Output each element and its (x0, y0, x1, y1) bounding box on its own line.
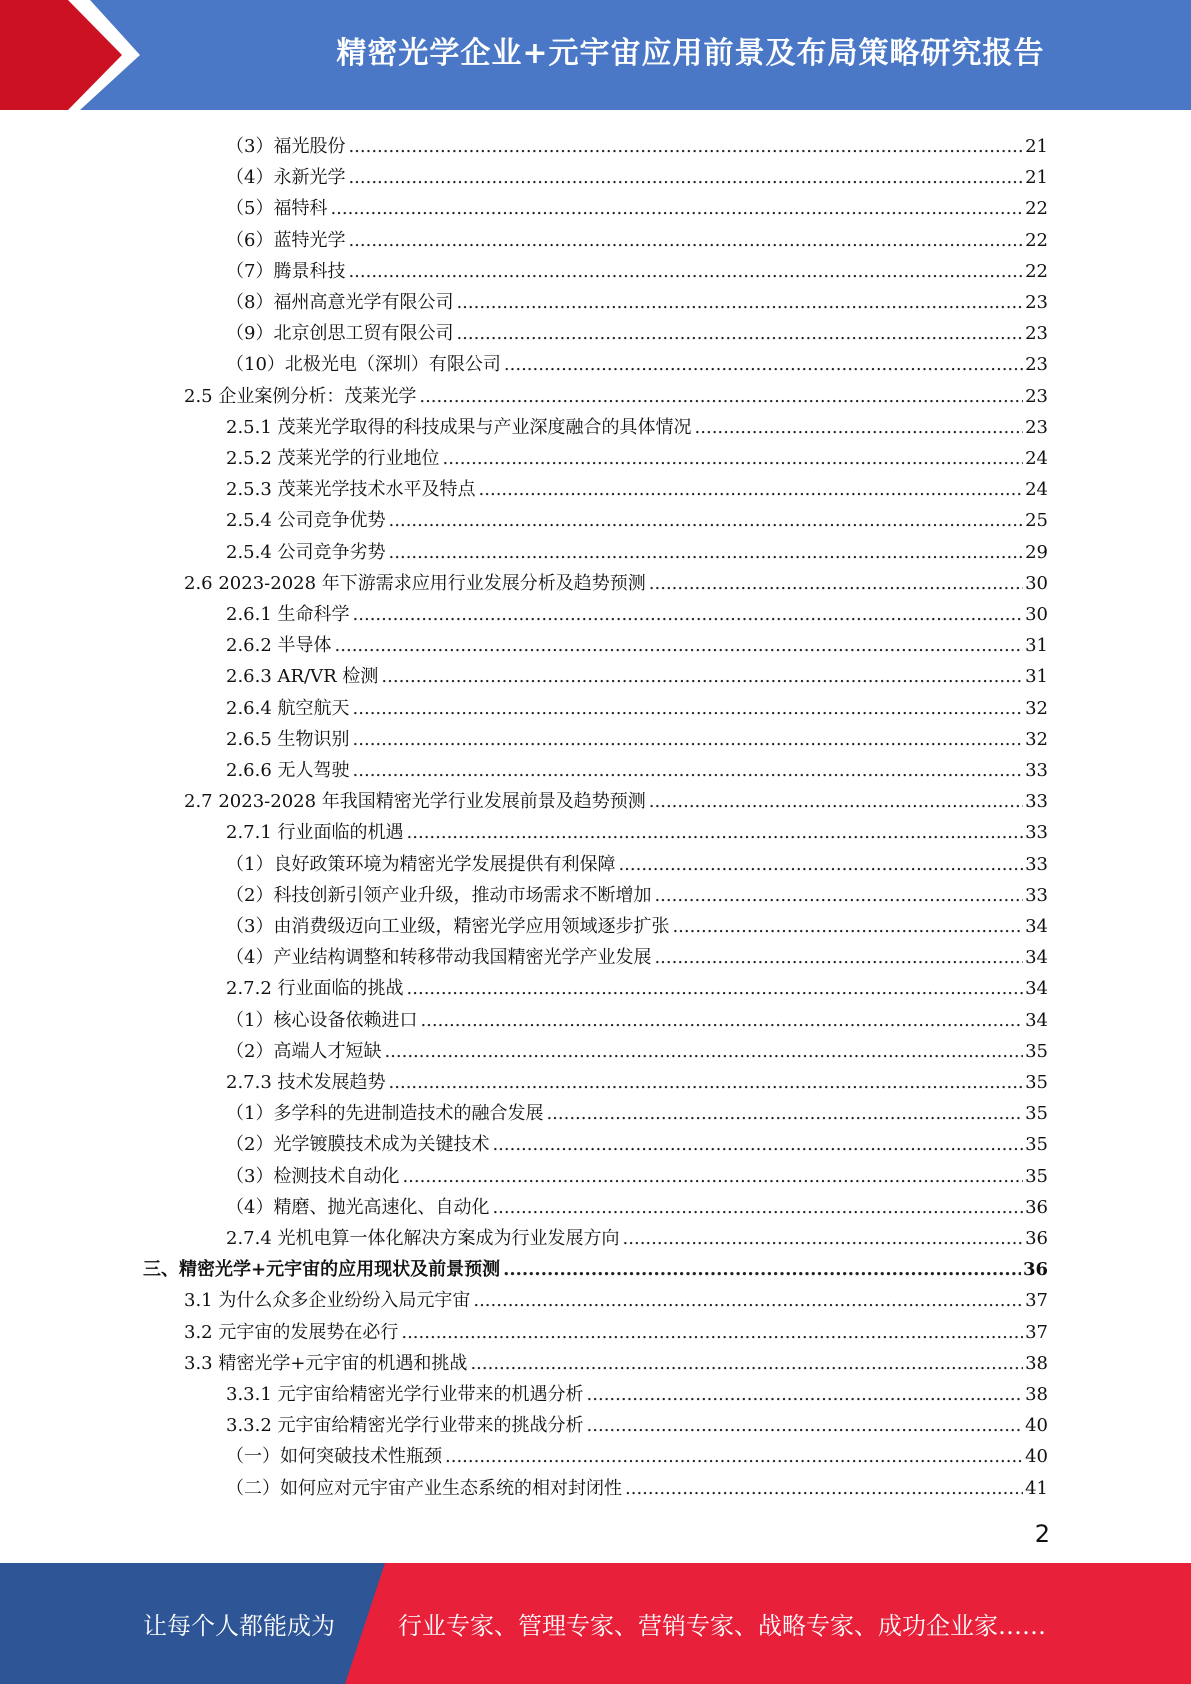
toc-entry[interactable] (226, 595, 1048, 626)
toc-entry[interactable] (226, 252, 1048, 283)
toc-dot-leader (456, 323, 1023, 345)
toc-entry-page: 40 (1025, 1446, 1048, 1468)
toc-entry[interactable] (226, 969, 1048, 1000)
toc-entry[interactable] (226, 1437, 1048, 1468)
toc-entry-label: 2.5.3 茂莱光学技术水平及特点 (226, 479, 479, 501)
toc-dot-leader (654, 947, 1023, 969)
toc-entry[interactable] (226, 907, 1048, 938)
toc-entry-label: （1）良好政策环境为精密光学发展提供有利保障 (226, 854, 618, 876)
toc-dot-leader (649, 791, 1023, 813)
toc-entry[interactable] (226, 1032, 1048, 1063)
toc-entry-label: （2）光学镀膜技术成为关键技术 (226, 1134, 492, 1156)
toc-dot-leader (492, 1197, 1023, 1219)
toc-entry[interactable] (226, 345, 1048, 376)
toc-entry-label: 2.7.3 技术发展趋势 (226, 1072, 389, 1094)
toc-entry-page: 35 (1025, 1134, 1048, 1156)
toc-entry-label: 2.7.4 光机电算一体化解决方案成为行业发展方向 (226, 1228, 623, 1250)
toc-dot-leader (348, 230, 1023, 252)
toc-entry-label: （3）福光股份 (226, 136, 348, 158)
toc-dot-leader (473, 1290, 1023, 1312)
toc-entry-label: 2.6.3 AR/VR 检测 (226, 666, 381, 688)
toc-entry-page: 34 (1025, 947, 1048, 969)
toc-entry[interactable] (226, 189, 1048, 220)
toc-entry-page: 30 (1025, 572, 1048, 594)
toc-entry-label: （1）核心设备依赖进口 (226, 1010, 420, 1032)
toc-entry-label: （1）多学科的先进制造技术的融合发展 (226, 1103, 546, 1125)
toc-dot-leader (587, 1384, 1024, 1406)
toc-entry-page: 34 (1025, 1009, 1048, 1031)
toc-entry-page: 37 (1025, 1290, 1048, 1312)
toc-dot-leader (546, 1103, 1023, 1125)
toc-dot-leader (625, 1478, 1023, 1500)
toc-entry-label: 三、精密光学+元宇宙的应用现状及前景预测 (143, 1259, 503, 1281)
toc-dot-leader (407, 822, 1024, 844)
toc-dot-leader (492, 1134, 1023, 1156)
toc-entry-page: 36 (1022, 1259, 1048, 1281)
toc-dot-leader (456, 292, 1023, 314)
toc-entry-page: 35 (1025, 1103, 1048, 1125)
toc-entry-label: 2.6.1 生命科学 (226, 604, 353, 626)
toc-entry-page: 41 (1025, 1477, 1048, 1499)
toc-entry[interactable] (143, 1250, 1048, 1281)
toc-entry-label: （7）腾景科技 (226, 261, 348, 283)
toc-entry-label: 2.5.1 茂莱光学取得的科技成果与产业深度融合的具体情况 (226, 417, 695, 439)
toc-entry-page: 35 (1025, 1040, 1048, 1062)
toc-entry-page: 35 (1025, 1165, 1048, 1187)
toc-dot-leader (402, 1166, 1023, 1188)
toc-dot-leader (381, 666, 1023, 688)
toc-entry[interactable] (226, 1094, 1048, 1125)
toc-entry-page: 23 (1025, 416, 1048, 438)
toc-entry-page: 23 (1025, 385, 1048, 407)
page-number: 2 (1034, 1520, 1050, 1548)
toc-dot-leader (348, 261, 1023, 283)
toc-entry[interactable] (226, 470, 1048, 501)
toc-entry[interactable] (226, 1157, 1048, 1188)
toc-entry-label: （5）福特科 (226, 198, 330, 220)
toc-entry-page: 24 (1025, 448, 1048, 469)
toc-entry-page: 25 (1025, 510, 1048, 532)
report-title: 精密光学企业+元宇宙应用前景及布局策略研究报告 (336, 36, 1045, 71)
toc-entry-page: 38 (1025, 1384, 1048, 1405)
toc-entry-page: 32 (1025, 697, 1048, 719)
toc-entry[interactable] (184, 1281, 1048, 1312)
toc-entry-label: （10）北极光电（深圳）有限公司 (226, 354, 504, 376)
toc-dot-leader (503, 1259, 1021, 1281)
toc-entry-page: 21 (1025, 167, 1048, 189)
toc-dot-leader (389, 542, 1024, 564)
toc-entry[interactable] (226, 283, 1048, 314)
toc-entry-label: （4）产业结构调整和转移带动我国精密光学产业发展 (226, 947, 654, 969)
toc-entry-page: 22 (1025, 198, 1048, 220)
toc-dot-leader (330, 198, 1023, 220)
footer-slogan-right: 行业专家、管理专家、营销专家、战略专家、成功企业家…… (398, 1612, 1046, 1640)
toc-dot-leader (623, 1228, 1024, 1250)
toc-entry[interactable] (226, 689, 1048, 720)
toc-entry-label: 2.5.4 公司竞争劣势 (226, 542, 389, 564)
toc-entry[interactable] (226, 221, 1048, 252)
toc-entry-label: （二）如何应对元宇宙产业生态系统的相对封闭性 (226, 1478, 625, 1500)
toc-entry[interactable] (226, 845, 1048, 876)
toc-entry[interactable] (226, 720, 1048, 751)
toc-entry-label: （2）科技创新引领产业升级，推动市场需求不断增加 (226, 885, 654, 907)
toc-entry[interactable] (226, 876, 1048, 907)
toc-entry[interactable] (184, 564, 1048, 595)
toc-entry-label: 3.2 元宇宙的发展势在必行 (184, 1322, 401, 1344)
toc-dot-leader (672, 916, 1023, 938)
toc-entry[interactable] (184, 1313, 1048, 1344)
toc-entry-page: 31 (1025, 666, 1048, 688)
toc-entry-label: （一）如何突破技术性瓶颈 (226, 1446, 445, 1468)
toc-entry-page: 33 (1025, 822, 1048, 844)
toc-entry-label: （4）永新光学 (226, 167, 348, 189)
toc-entry-label: 3.3.2 元宇宙给精密光学行业带来的挑战分析 (226, 1415, 587, 1437)
toc-dot-leader (353, 698, 1024, 720)
toc-dot-leader (335, 635, 1024, 657)
toc-entry-page: 29 (1025, 541, 1048, 563)
toc-entry-page: 22 (1025, 260, 1048, 282)
toc-dot-leader (420, 1010, 1023, 1032)
toc-entry[interactable] (226, 626, 1048, 657)
toc-entry-page: 33 (1025, 853, 1048, 875)
toc-entry-page: 21 (1025, 136, 1048, 157)
toc-entry-label: 2.7 2023-2028 年我国精密光学行业发展前景及趋势预测 (184, 791, 649, 813)
toc-entry-label: 2.5.2 茂莱光学的行业地位 (226, 448, 443, 470)
toc-entry-label: 3.1 为什么众多企业纷纷入局元宇宙 (184, 1290, 473, 1312)
toc-entry[interactable] (184, 377, 1048, 408)
toc-dot-leader (443, 448, 1024, 470)
toc-entry-page: 35 (1025, 1072, 1048, 1093)
toc-entry[interactable] (226, 314, 1048, 345)
toc-entry-label: 2.6.2 半导体 (226, 635, 335, 657)
toc-entry[interactable] (226, 938, 1048, 969)
toc-dot-leader (353, 729, 1024, 751)
toc-entry-page: 33 (1025, 791, 1048, 813)
toc-entry-page: 23 (1025, 323, 1048, 345)
toc-entry[interactable] (226, 1188, 1048, 1219)
toc-entry-label: 2.6.4 航空航天 (226, 698, 353, 720)
toc-dot-leader (649, 573, 1023, 595)
toc-entry-page: 36 (1025, 1196, 1048, 1218)
toc-entry[interactable] (184, 1344, 1048, 1375)
toc-entry-page: 30 (1025, 604, 1048, 625)
page-footer (0, 1563, 1191, 1684)
toc-entry-page: 34 (1025, 978, 1048, 1000)
toc-entry-page: 33 (1025, 884, 1048, 906)
toc-entry[interactable] (226, 1469, 1048, 1500)
toc-dot-leader (479, 479, 1024, 501)
toc-entry-label: （6）蓝特光学 (226, 230, 348, 252)
toc-dot-leader (384, 1041, 1023, 1063)
toc-entry-page: 31 (1025, 635, 1048, 657)
toc-entry[interactable] (226, 657, 1048, 688)
toc-dot-leader (587, 1415, 1024, 1437)
toc-entry-page: 37 (1025, 1321, 1048, 1343)
toc-entry[interactable] (226, 1063, 1048, 1094)
toc-entry[interactable] (184, 782, 1048, 813)
toc-entry-label: （9）北京创思工贸有限公司 (226, 323, 456, 345)
footer-slogan-left: 让每个人都能成为 (143, 1612, 335, 1640)
toc-entry-page: 38 (1025, 1352, 1048, 1374)
toc-entry-page: 23 (1025, 292, 1048, 313)
toc-dot-leader (407, 978, 1024, 1000)
toc-dot-leader (654, 885, 1023, 907)
toc-entry-label: （4）精磨、抛光高速化、自动化 (226, 1197, 492, 1219)
toc-entry-label: 2.6.6 无人驾驶 (226, 760, 353, 782)
toc-entry-label: 2.6 2023-2028 年下游需求应用行业发展分析及趋势预测 (184, 573, 649, 595)
toc-dot-leader (353, 604, 1024, 626)
toc-entry-page: 36 (1025, 1228, 1048, 1249)
toc-entry-page: 40 (1025, 1415, 1048, 1437)
toc-entry-page: 22 (1025, 229, 1048, 251)
toc-entry-label: （2）高端人才短缺 (226, 1041, 384, 1063)
toc-entry[interactable] (226, 813, 1048, 844)
toc-entry-page: 23 (1025, 354, 1048, 376)
toc-entry-label: 2.5 企业案例分析：茂莱光学 (184, 386, 419, 408)
toc-dot-leader (348, 167, 1023, 189)
toc-entry[interactable] (226, 1001, 1048, 1032)
toc-entry-label: 2.5.4 公司竞争优势 (226, 510, 389, 532)
toc-dot-leader (401, 1322, 1023, 1344)
toc-entry-page: 33 (1025, 760, 1048, 781)
toc-dot-leader (470, 1353, 1023, 1375)
toc-entry-label: （3）由消费级迈向工业级，精密光学应用领域逐步扩张 (226, 916, 672, 938)
toc-entry[interactable] (226, 501, 1048, 532)
toc-dot-leader (695, 417, 1024, 439)
toc-entry-page: 34 (1025, 916, 1048, 937)
toc-entry-label: 3.3.1 元宇宙给精密光学行业带来的机遇分析 (226, 1384, 587, 1406)
toc-entry[interactable] (226, 439, 1048, 470)
toc-entry[interactable] (226, 1375, 1048, 1406)
toc-entry[interactable] (226, 1219, 1048, 1250)
toc-entry-label: （3）检测技术自动化 (226, 1166, 402, 1188)
toc-dot-leader (445, 1446, 1023, 1468)
toc-entry-label: （8）福州高意光学有限公司 (226, 292, 456, 314)
toc-entry-label: 2.7.2 行业面临的挑战 (226, 978, 407, 1000)
toc-entry-label: 2.6.5 生物识别 (226, 729, 353, 751)
toc-dot-leader (389, 1072, 1024, 1094)
toc-entry[interactable] (226, 1125, 1048, 1156)
toc-dot-leader (348, 136, 1023, 158)
toc-entry[interactable] (226, 751, 1048, 782)
toc-dot-leader (618, 854, 1023, 876)
page-header (0, 0, 1191, 110)
toc-dot-leader (419, 386, 1023, 408)
toc-entry[interactable] (226, 158, 1048, 189)
toc-entry-page: 32 (1025, 728, 1048, 750)
toc-dot-leader (389, 510, 1024, 532)
toc-entry-page: 24 (1025, 479, 1048, 501)
toc-entry[interactable] (226, 533, 1048, 564)
toc-entry[interactable] (226, 408, 1048, 439)
toc-dot-leader (504, 354, 1023, 376)
toc-entry[interactable] (226, 127, 1048, 158)
toc-entry-label: 2.7.1 行业面临的机遇 (226, 822, 407, 844)
toc-entry[interactable] (226, 1406, 1048, 1437)
toc-entry-label: 3.3 精密光学+元宇宙的机遇和挑战 (184, 1353, 470, 1375)
toc-dot-leader (353, 760, 1024, 782)
